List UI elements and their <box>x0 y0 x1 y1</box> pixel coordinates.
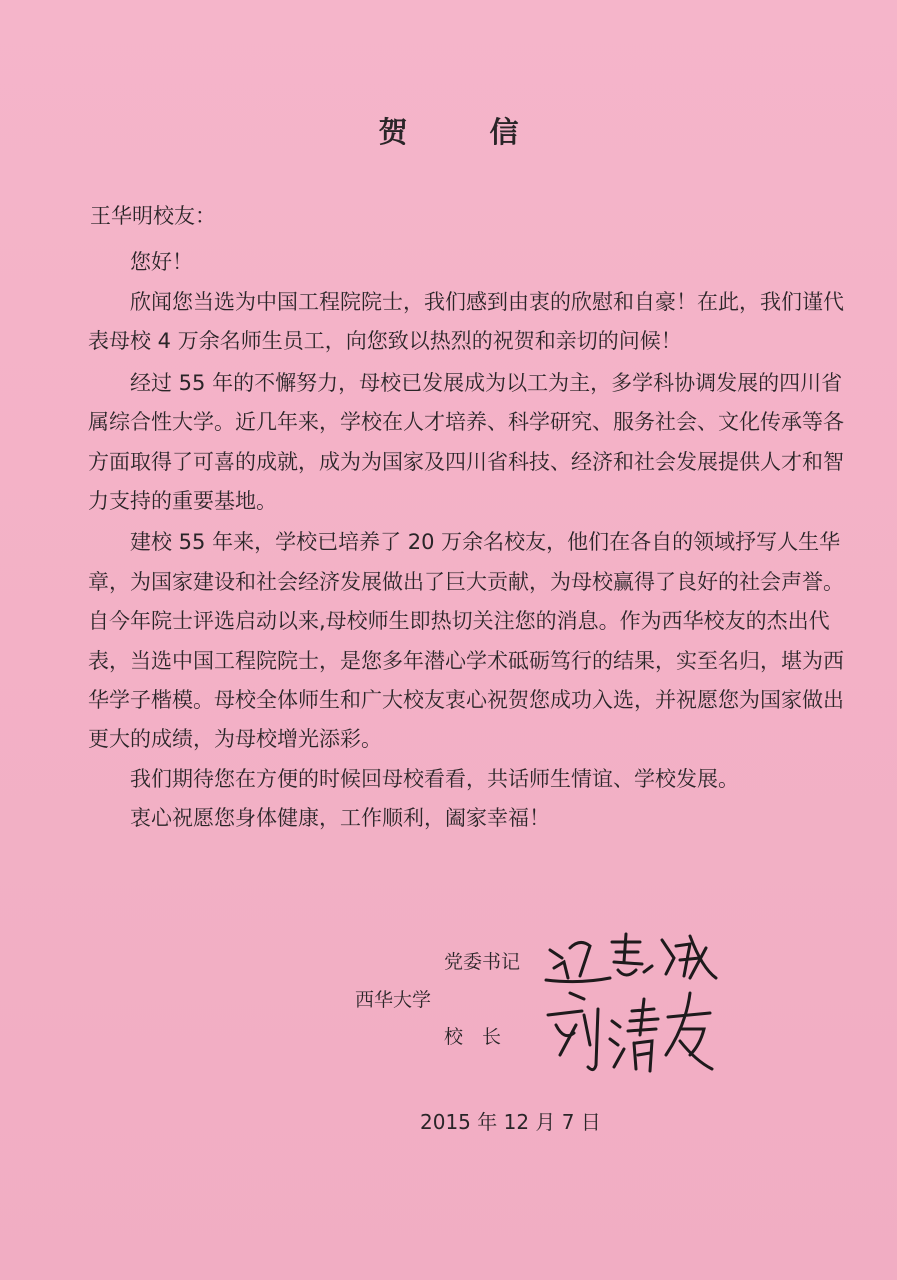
party-secretary-title: 党委书记 <box>444 951 521 973</box>
paragraph-university-development: 经过 55 年的不懈努力，母校已发展成为以工为主，多学科协调发展的四川省属综合性大学。近几年来，学校在人才培养、科学研究、服务社会、文化传承等各方面取得了可喜的成就，成为为国家及四川省科技、经济和社会发展提供人才和智力支持的重要基地。 <box>88 370 844 514</box>
letter-body <box>88 283 848 839</box>
letter-title: 贺 信 <box>378 115 555 149</box>
paragraph-wishes: 衷心祝愿您身体健康，工作顺利，阖家幸福！ <box>130 806 550 831</box>
paragraph-congratulation: 欣闻您当选为中国工程院院士，我们感到由衷的欣慰和自豪！在此，我们谨代表母校 4 万余名师生员工，向您致以热烈的祝贺和亲切的问候！ <box>88 290 844 354</box>
president-signature-icon <box>540 985 720 1080</box>
greeting: 您好！ <box>130 250 193 274</box>
university-name: 西华大学 <box>355 989 432 1011</box>
party-secretary-signature-icon <box>540 928 720 988</box>
paragraph-alumni: 建校 55 年来，学校已培养了 20 万余名校友，他们在各自的领域抒写人生华章，为国家建设和社会经济发展做出了巨大贡献，为母校赢得了良好的社会声誉。自今年院士评选启动以来,母校师生即热切关注您的消息。作为西华校友的杰出代表，当选中国工程院院士，是您多年潜心学术砥砺笃行的结果，实至名归，堪为西华学子楷模。母校全体师生和广大校友衷心祝贺您成功入选，并祝愿您为国家做出更大的成绩，为母校增光添彩。 <box>88 530 844 752</box>
letter-date: 2015 年 12 月 7 日 <box>420 1110 601 1134</box>
salutation: 王华明校友： <box>90 204 216 228</box>
paragraph-invitation: 我们期待您在方便的时候回母校看看，共话师生情谊、学校发展。 <box>130 766 739 791</box>
president-title: 校 长 <box>444 1026 502 1048</box>
